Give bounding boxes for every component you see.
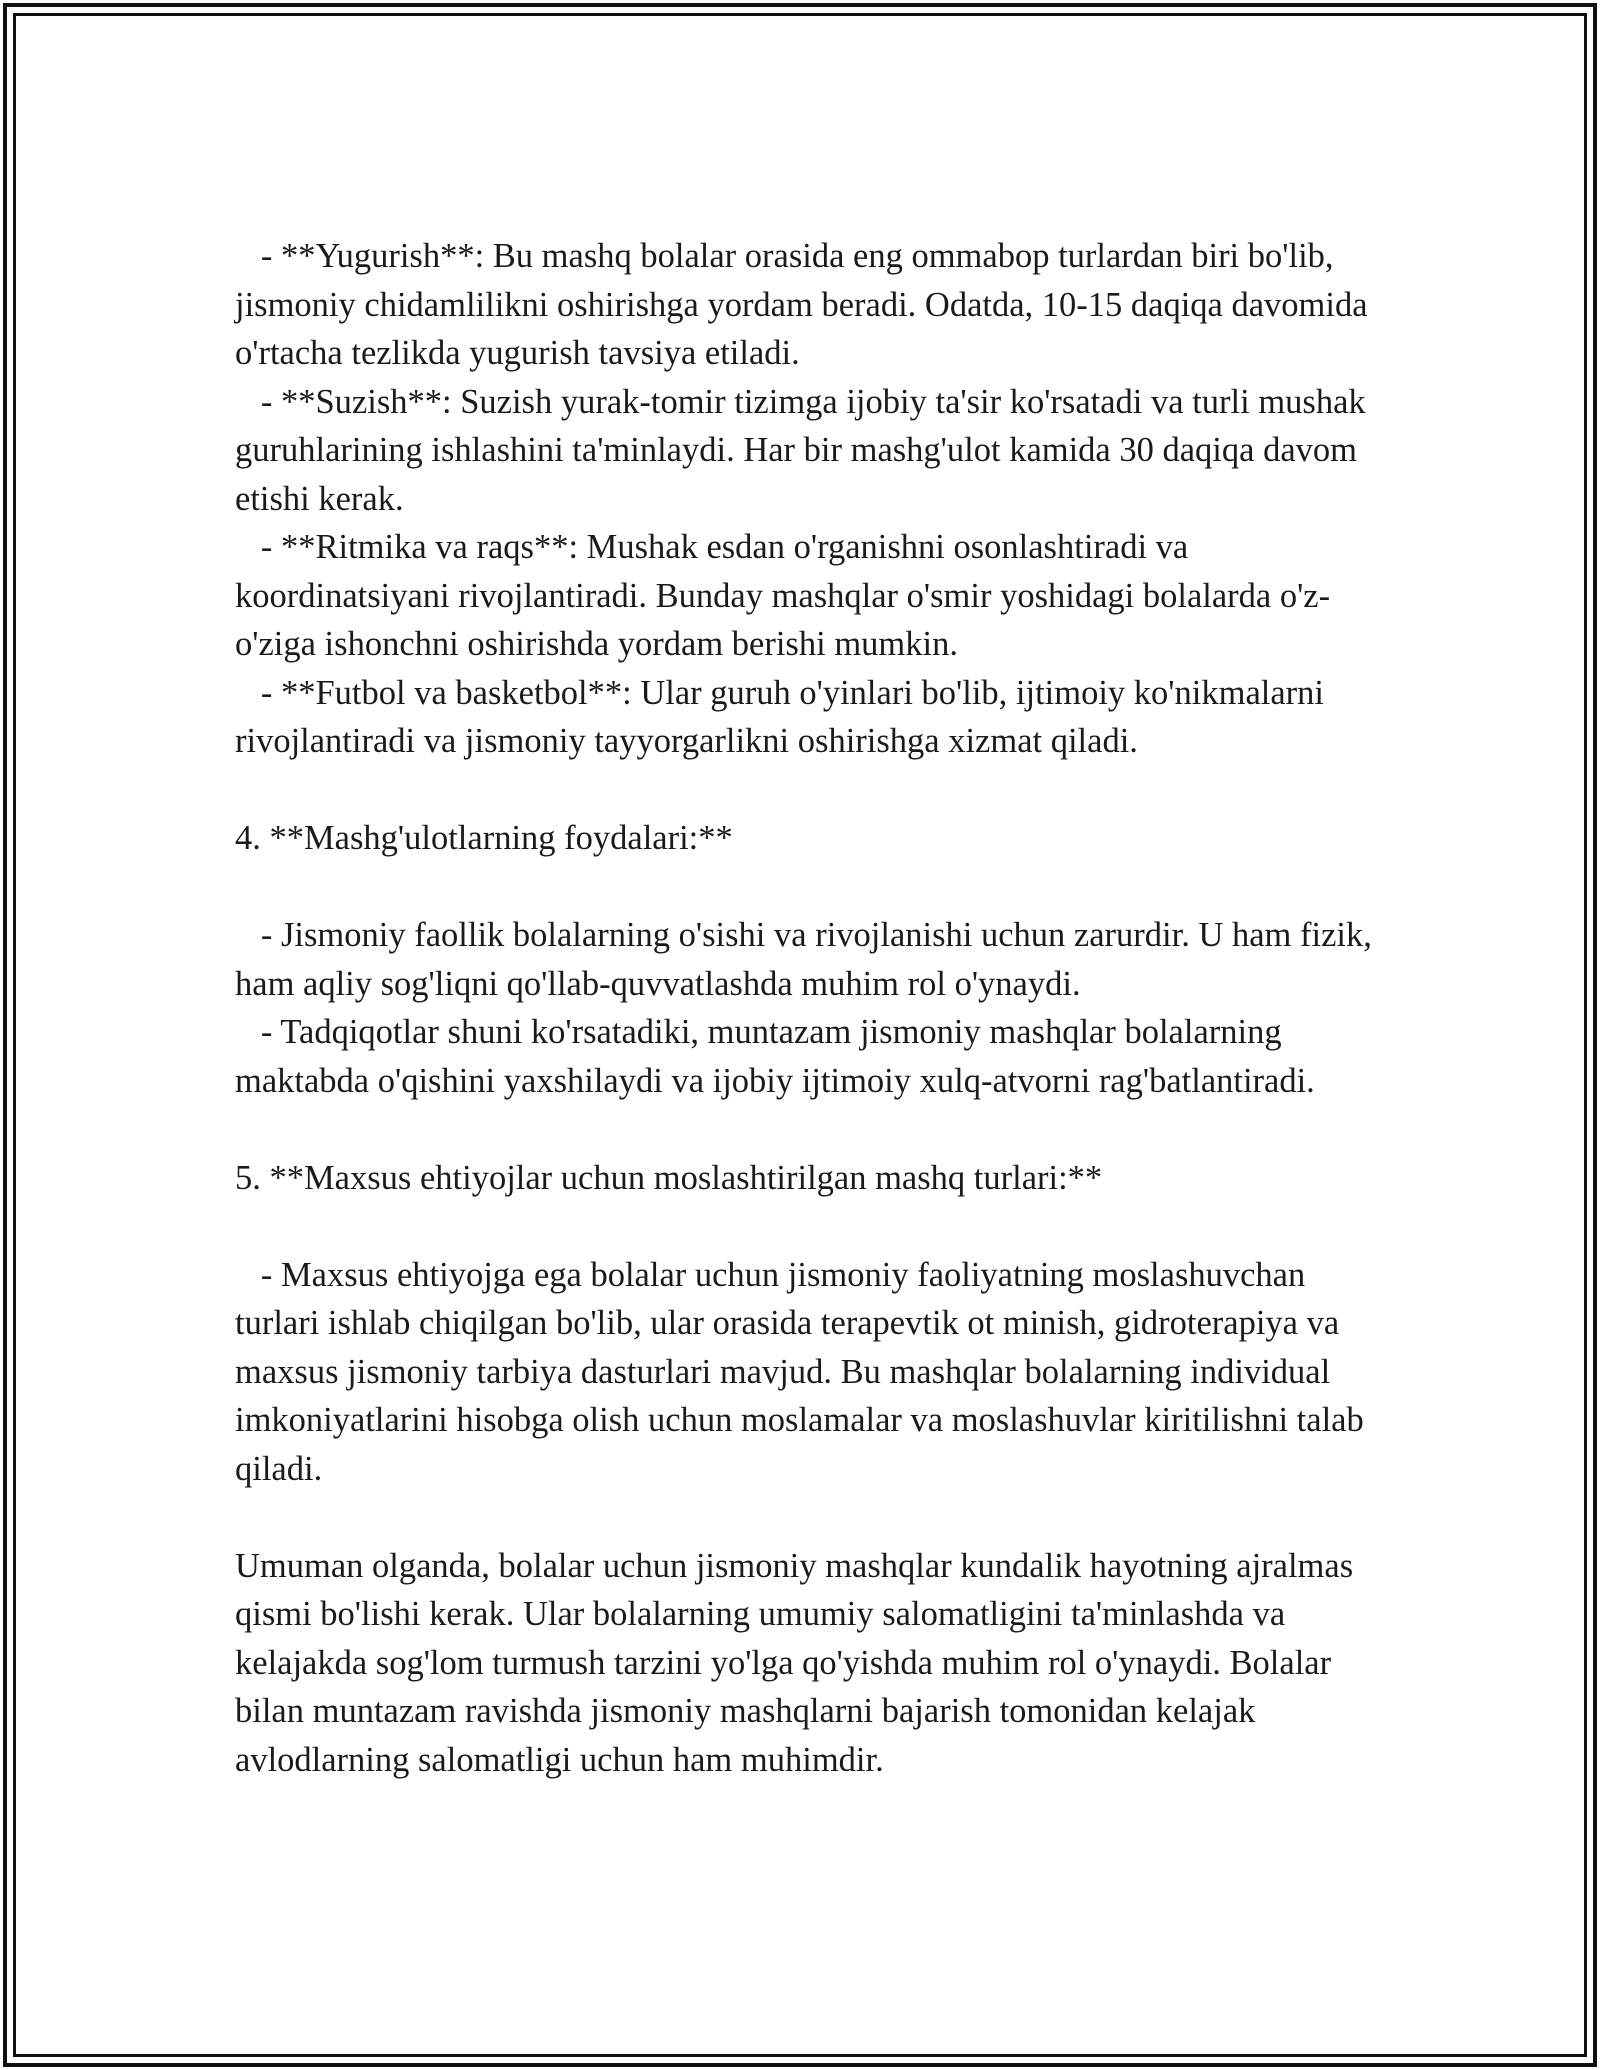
list-item-tadqiqotlar: - Tadqiqotlar shuni ko'rsatadiki, muntazam jismoniy mashqlar bolalarning maktabda o'qishini yaxshilaydi va ijobiy ijtimoiy xulq-atvorni rag'batlantiradi.: [235, 1013, 1315, 1100]
section-heading-4: 4. **Mashg'ulotlarning foydalari:**: [235, 819, 733, 857]
list-item-ritmika: - **Ritmika va raqs**: Mushak esdan o'rganishni osonlashtiradi va koordinatsiyani rivojlantiradi. Bunday mashqlar o'smir yoshidagi bolalarda o'z-o'ziga ishonchni oshirishda yordam berishi mumkin.: [235, 528, 1331, 663]
section-heading-5: 5. **Maxsus ehtiyojlar uchun moslashtirilgan mashq turlari:**: [235, 1158, 1103, 1197]
list-item-futbol: - **Futbol va basketbol**: Ular guruh o'yinlari bo'lib, ijtimoiy ko'nikmalarni rivojlantiradi va jismoniy tayyorgarlikni oshirishga xizmat qiladi.: [235, 673, 1333, 760]
paragraph-spacer: [235, 766, 1385, 815]
list-item-maxsus: - Maxsus ehtiyojga ega bolalar uchun jismoniy faoliyatning moslashuvchan turlari ishlab chiqilgan bo'lib, ular orasida terapevtik ot minish, gidroterapiya va maxsus jismoniy tarbiya dasturlari mavjud. Bu mashqlar bolalarning individual imkoniyatlarini hisobga olish uchun moslamalar va moslashuvlar kiritilishni talab qiladi.: [235, 1255, 1373, 1488]
list-item-suzish: - **Suzish**: Suzish yurak-tomir tizimga ijobiy ta'sir ko'rsatadi va turli mushak guruhlarining ishlashini ta'minlaydi. Har bir mashg'ulot kamida 30 daqiqa davom etishi kerak.: [235, 382, 1375, 518]
paragraph-spacer: [235, 863, 1385, 912]
paragraph-spacer: [235, 1202, 1385, 1251]
list-item-yugurish: - **Yugurish**: Bu mashq bolalar orasida eng ommabop turlardan biri bo'lib, jismoniy chidamlilikni oshirishga yordam beradi. Odatda, 10-15 daqiqa davomida o'rtacha tezlikda yugurish tavsiya etiladi.: [235, 237, 1377, 372]
paragraph-spacer: [235, 1493, 1385, 1542]
conclusion-paragraph: Umuman olganda, bolalar uchun jismoniy mashqlar kundalik hayotning ajralmas qismi bo'lishi kerak. Ular bolalarning umumiy salomatligini ta'minlashda va kelajakda sog'lom turmush tarzini yo'lga qo'yishda muhim rol o'ynaydi. Bolalar bilan muntazam ravishda jismoniy mashqlarni bajarish tomonidan kelajak avlodlarning salomatligi uchun ham muhimdir.: [235, 1546, 1362, 1779]
document-body: [235, 232, 1385, 1784]
paragraph-spacer: [235, 1105, 1385, 1154]
list-item-faollik: - Jismoniy faollik bolalarning o'sishi va rivojlanishi uchun zarurdir. U ham fizik, ham aqliy sog'liqni qo'llab-quvvatlashda muhim rol o'ynaydi.: [235, 916, 1381, 1003]
